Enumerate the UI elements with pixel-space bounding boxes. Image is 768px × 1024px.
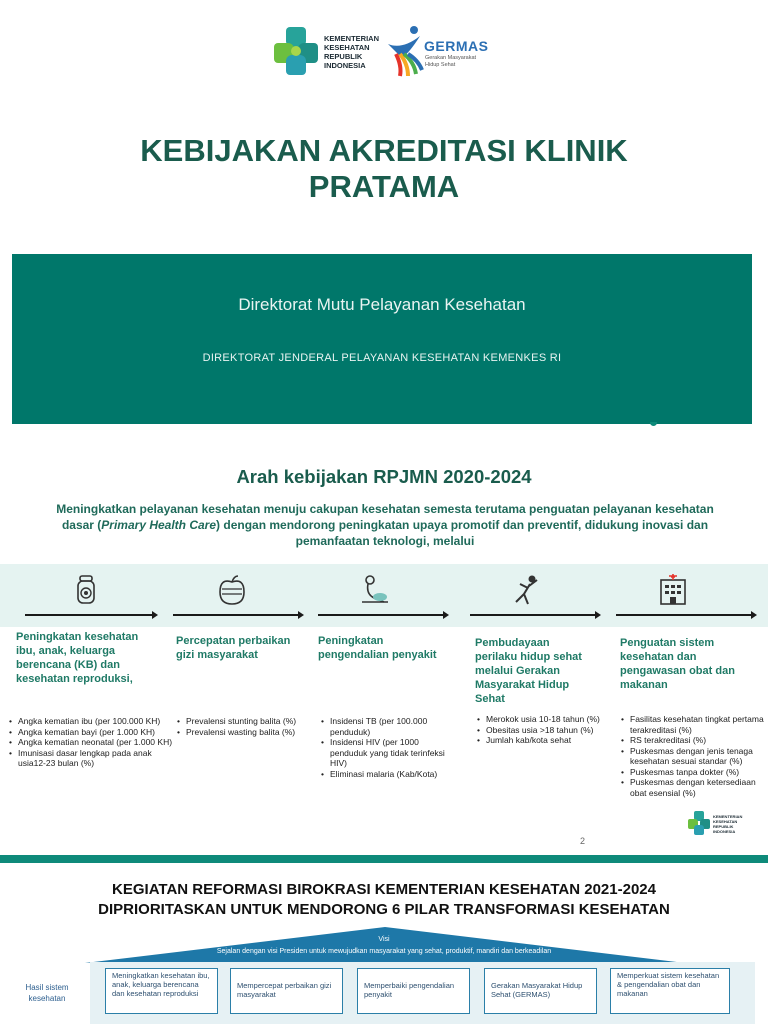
indicator-item: • Eliminasi malaria (Kab/Kota) [330, 769, 454, 780]
indicator-item: • RS terakreditasi (%) [630, 735, 768, 746]
pillar-indicators-5 [620, 714, 768, 798]
indicator-item: • Angka kematian neonatal (per 1.000 KH) [18, 737, 178, 748]
visi-roof-shape [85, 925, 685, 963]
germas-logo-name: GERMAS [424, 38, 489, 54]
pillar-arrowhead-5 [751, 611, 757, 619]
reform-title: KEGIATAN REFORMASI BIROKRASI KEMENTERIAN KESEHATAN 2021-2024 DIPRIORITASKAN UNTUK MENDORONG 6 PILAR TRANSFORMASI KESEHATAN [98, 881, 670, 918]
pillar-title-3: Peningkatan pengendalian penyakit [318, 635, 437, 661]
slide-rpjmn [0, 440, 768, 855]
indicator-item: • Fasilitas kesehatan tingkat pertama terakreditasi (%) [630, 714, 768, 735]
kemenkes-logo-text: KEMENTERIAN KESEHATAN REPUBLIK INDONESIA [324, 34, 380, 70]
indicator-item: • Insidensi TB (per 100.000 penduduk) [330, 716, 454, 737]
pillar-arrow-2 [173, 614, 299, 616]
hasil-box-1: Meningkatkan kesehatan ibu, anak, keluarga berencana dan kesehatan reproduksi [105, 968, 218, 1014]
nutrition-apple-icon [214, 572, 250, 608]
indicator-item: • Obesitas usia >18 tahun (%) [486, 725, 604, 736]
kemenkes-logo-icon [272, 25, 320, 77]
intro-emphasis: Primary Health Care [101, 518, 217, 532]
indicator-item: • Imunisasi dasar lengkap pada anak usia12-23 bulan (%) [18, 748, 178, 769]
rpjmn-intro: Meningkatkan pelayanan kesehatan menuju cakupan kesehatan semesta terutama penguatan pelayanan kesehatan dasar (Primary Health Care) dengan mendorong peningkatan upaya promotif dan preventif, didukung inovasi dan pemanfaatan teknologi, melalui [56, 502, 714, 548]
indicator-item: • Angka kematian ibu (per 100.000 KH) [18, 716, 178, 727]
pillar-arrowhead-3 [443, 611, 449, 619]
directorate-general-name: DIREKTORAT JENDERAL PELAYANAN KESEHATAN KEMENKES RI [202, 352, 562, 364]
slide-divider [0, 855, 768, 863]
pillar-indicators-4 [476, 714, 604, 746]
indicator-item: • Puskesmas tanpa dokter (%) [630, 767, 768, 778]
pillar-arrowhead-4 [595, 611, 601, 619]
kemenkes-mini-logo-icon [687, 810, 711, 836]
germas-logo-icon [386, 24, 426, 78]
indicator-item: • Angka kematian bayi (per 1.000 KH) [18, 727, 178, 738]
page-number: 2 [580, 836, 586, 846]
pillar-indicators-3 [320, 716, 454, 779]
indicator-item: • Insidensi HIV (per 1000 penduduk yang tidak terinfeksi HIV) [330, 737, 454, 769]
hasil-box-4: Gerakan Masyarakat Hidup Sehat (GERMAS) [484, 968, 597, 1014]
kemenkes-mini-logo-text: KEMENTERIAN KESEHATAN REPUBLIK INDONESIA [713, 814, 743, 834]
germas-logo-tagline: Gerakan Masyarakat Hidup Sehat [425, 55, 477, 68]
exercise-person-icon [508, 572, 544, 608]
pillar-arrow-5 [616, 614, 752, 616]
indicator-item: • Jumlah kab/kota sehat [486, 735, 604, 746]
disease-control-icon [358, 572, 394, 608]
pillar-arrowhead-2 [298, 611, 304, 619]
hasil-label: Hasil sistem kesehatan [25, 983, 69, 1003]
slide-cover [0, 0, 768, 440]
pillar-title-2: Percepatan perbaikan gizi masyarakat [176, 635, 291, 661]
pillar-arrow-4 [470, 614, 596, 616]
indicator-item: • Puskesmas dengan ketersediaan obat esensial (%) [630, 777, 768, 798]
rpjmn-title: Arah kebijakan RPJMN 2020-2024 [236, 466, 532, 487]
indicator-item: • Prevalensi wasting balita (%) [186, 727, 326, 738]
cover-title: KEBIJAKAN AKREDITASI KLINIK PRATAMA [140, 133, 628, 204]
band-accent [650, 422, 657, 426]
pillar-title-1: Peningkatan kesehatan ibu, anak, keluarga berencana (KB) dan kesehatan reproduksi, [16, 631, 139, 685]
pillar-arrow-1 [25, 614, 153, 616]
directorate-name: Direktorat Mutu Pelayanan Kesehatan [238, 295, 526, 314]
pillar-arrowhead-1 [152, 611, 158, 619]
hasil-box-3: Memperbaiki pengendalian penyakit [357, 968, 470, 1014]
hasil-box-5: Memperkuat sistem kesehatan & pengendalian obat dan makanan [610, 968, 730, 1014]
pillar-indicators-1 [8, 716, 178, 769]
pillar-title-5: Penguatan sistem kesehatan dan pengawasan obat dan makanan [620, 637, 735, 691]
cover-band [12, 254, 752, 424]
indicator-item: • Prevalensi stunting balita (%) [186, 716, 326, 727]
clinic-building-icon [655, 572, 691, 608]
visi-label: Visi [378, 936, 390, 943]
pillar-arrow-3 [318, 614, 444, 616]
pillar-indicators-2 [176, 716, 326, 737]
baby-bottle-icon [68, 572, 104, 608]
hasil-box-2: Mempercepat perbaikan gizi masyarakat [230, 968, 343, 1014]
visi-text: Sejalan dengan visi Presiden untuk mewujudkan masyarakat yang sehat, produktif, mandiri dan berkeadilan [216, 948, 552, 955]
indicator-item: • Puskesmas dengan jenis tenaga kesehatan sesuai standar (%) [630, 746, 768, 767]
indicator-item: • Merokok usia 10-18 tahun (%) [486, 714, 604, 725]
pillar-title-4: Pembudayaan perilaku hidup sehat melalui Gerakan Masyarakat Hidup Sehat [475, 637, 582, 705]
